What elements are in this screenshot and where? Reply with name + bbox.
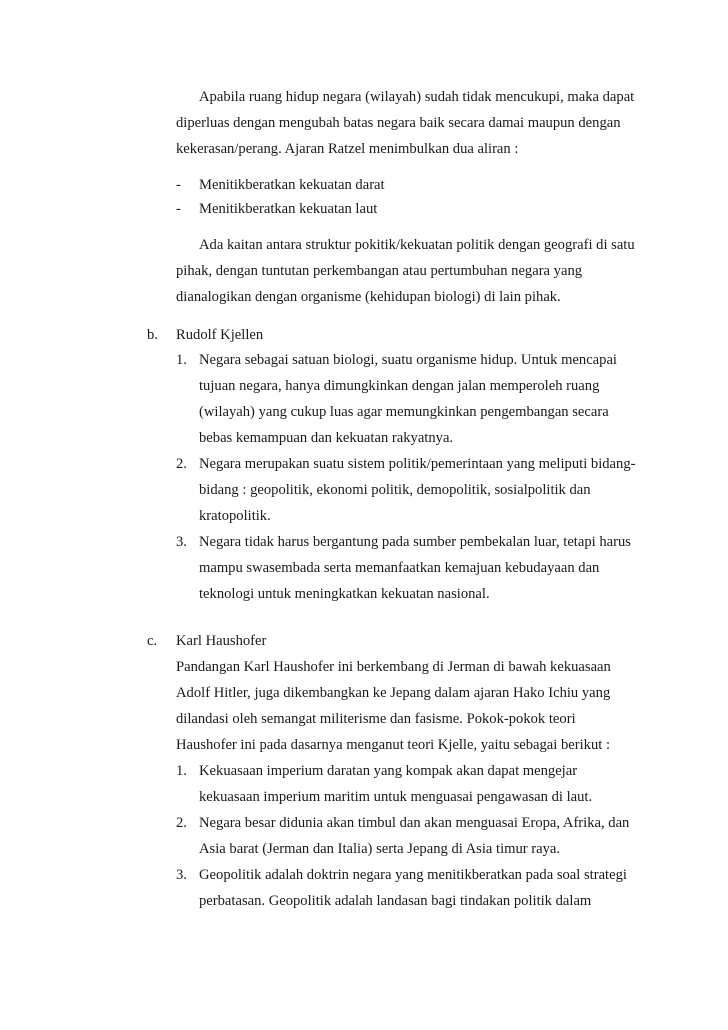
section-c-para-line-4: Haushofer ini pada dasarnya menganut teori Kjelle, yaitu sebagai berikut : — [176, 737, 611, 753]
section-b-item-2-line-2: bidang : geopolitik, ekonomi politik, demopolitik, sosialpolitik dan — [199, 482, 591, 498]
section-b-item-3-line-3: teknologi untuk meningkatkan kekuatan nasional. — [199, 586, 490, 602]
aliran-marker-2: - — [176, 201, 181, 217]
kaitan-line-2: pihak, dengan tuntutan perkembangan atau pertumbuhan negara yang — [176, 263, 583, 279]
section-b-item-2-marker: 2. — [176, 456, 187, 472]
section-c-item-2-line-1: Negara besar didunia akan timbul dan akan menguasai Eropa, Afrika, dan — [199, 815, 630, 831]
section-c-item-3-line-2: perbatasan. Geopolitik adalah landasan bagi tindakan politik dalam — [199, 893, 592, 909]
section-b-item-1-line-1: Negara sebagai satuan biologi, suatu organisme hidup. Untuk mencapai — [199, 352, 617, 368]
section-b-marker: b. — [147, 327, 158, 343]
section-b-item-3-line-1: Negara tidak harus bergantung pada sumber pembekalan luar, tetapi harus — [199, 534, 631, 550]
aliran-item-1: Menitikberatkan kekuatan darat — [199, 177, 385, 193]
section-c-para-line-3: dilandasi oleh semangat militerisme dan fasisme. Pokok-pokok teori — [176, 711, 576, 727]
intro-line-1: Apabila ruang hidup negara (wilayah) sudah tidak mencukupi, maka dapat — [199, 89, 635, 105]
section-c-item-3-line-1: Geopolitik adalah doktrin negara yang menitikberatkan pada soal strategi — [199, 867, 627, 883]
section-c-item-2-marker: 2. — [176, 815, 187, 831]
section-b-item-1-line-3: (wilayah) yang cukup luas agar memungkinkan pengembangan secara — [199, 404, 609, 420]
section-c-item-1-line-1: Kekuasaan imperium daratan yang kompak akan dapat mengejar — [199, 763, 578, 779]
section-c-marker: c. — [147, 633, 158, 649]
section-c-item-2-line-2: Asia barat (Jerman dan Italia) serta Jepang di Asia timur raya. — [199, 841, 561, 857]
section-b-item-1-marker: 1. — [176, 352, 187, 368]
section-b-item-2-line-3: kratopolitik. — [199, 508, 271, 524]
section-c-para-line-2: Adolf Hitler, juga dikembangkan ke Jepang dalam ajaran Hako Ichiu yang — [176, 685, 611, 701]
intro-line-3: kekerasan/perang. Ajaran Ratzel menimbulkan dua aliran : — [176, 141, 519, 157]
section-b-title: Rudolf Kjellen — [176, 327, 264, 343]
section-b-item-1-line-4: bebas kemampuan dan kekuatan rakyatnya. — [199, 430, 454, 446]
section-c-item-3-marker: 3. — [176, 867, 187, 883]
kaitan-line-3: dianalogikan dengan organisme (kehidupan biologi) di lain pihak. — [176, 289, 561, 305]
section-c-item-1-marker: 1. — [176, 763, 187, 779]
kaitan-line-1: Ada kaitan antara struktur pokitik/kekuatan politik dengan geografi di satu — [199, 237, 635, 253]
aliran-item-2: Menitikberatkan kekuatan laut — [199, 201, 378, 217]
section-b-item-3-marker: 3. — [176, 534, 187, 550]
section-b-item-3-line-2: mampu swasembada serta memanfaatkan kemajuan kebudayaan dan — [199, 560, 600, 576]
intro-line-2: diperluas dengan mengubah batas negara baik secara damai maupun dengan — [176, 115, 621, 131]
section-c-title: Karl Haushofer — [176, 633, 267, 649]
section-b-item-2-line-1: Negara merupakan suatu sistem politik/pemerintaan yang meliputi bidang- — [199, 456, 636, 472]
section-b-item-1-line-2: tujuan negara, hanya dimungkinkan dengan jalan memperoleh ruang — [199, 378, 600, 394]
aliran-marker-1: - — [176, 177, 181, 193]
section-c-para-line-1: Pandangan Karl Haushofer ini berkembang di Jerman di bawah kekuasaan — [176, 659, 611, 675]
section-c-item-1-line-2: kekuasaan imperium maritim untuk menguasai pengawasan di laut. — [199, 789, 593, 805]
